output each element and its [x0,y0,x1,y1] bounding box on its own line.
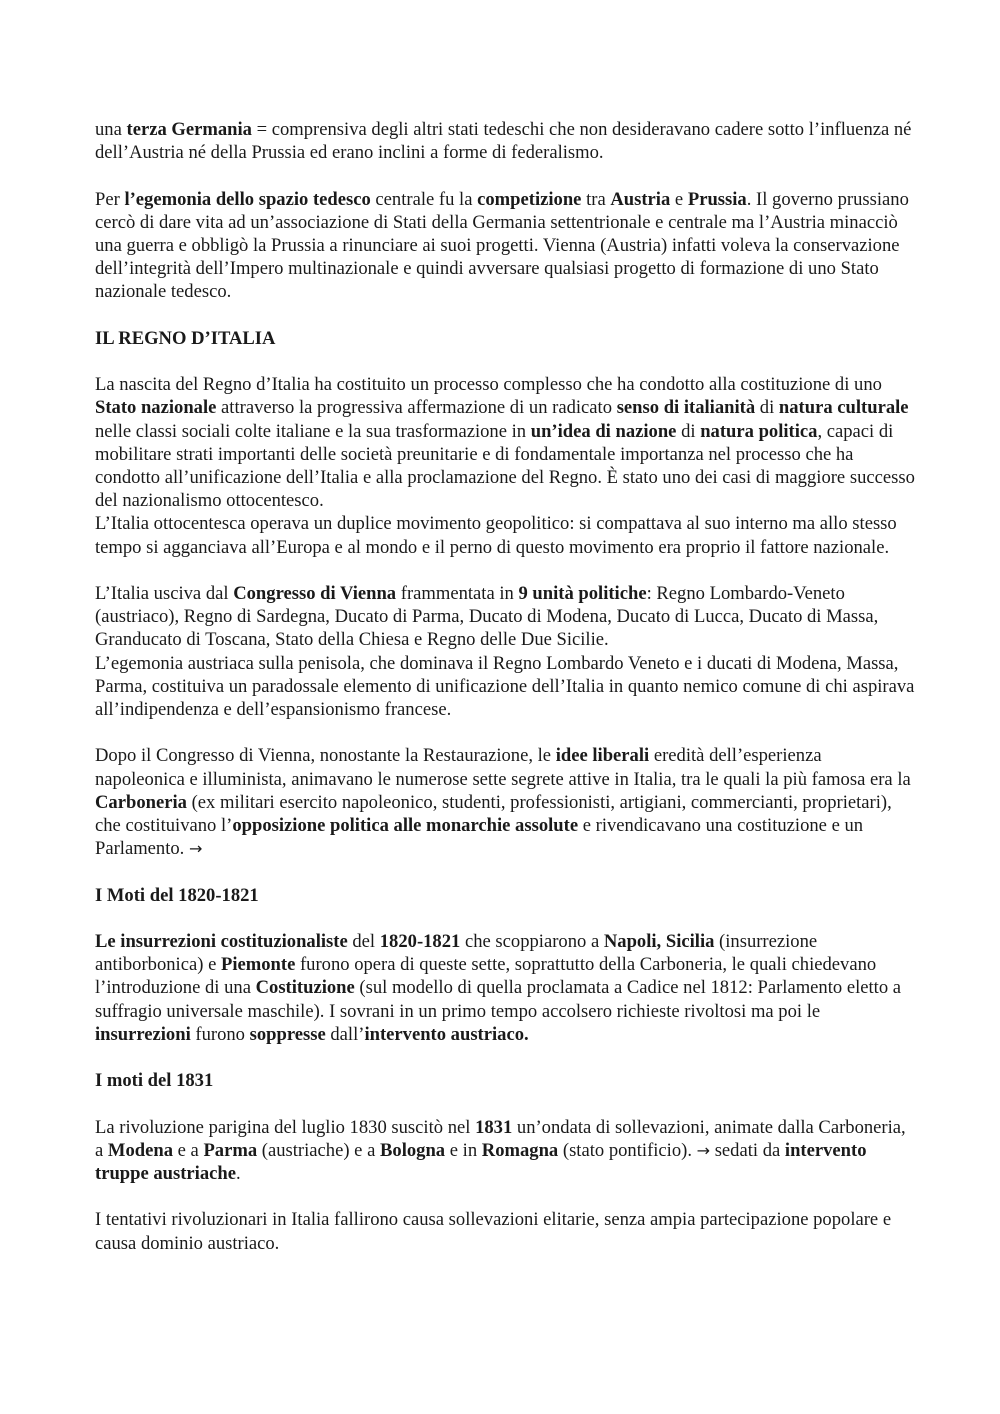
text: Dopo il Congresso di Vienna, nonostante la Restaurazione, le [95,745,556,767]
text: e a [172,1139,204,1161]
bold-term: idee liberali [555,745,650,767]
text: frammentata in [396,583,519,604]
text: L’Italia usciva dal [95,583,234,604]
paragraph-rivoluzione-1831 [95,1116,915,1186]
text: e [670,188,688,210]
arrow-right-icon: → [188,839,203,859]
bold-term: Costituzione [255,977,355,999]
bold-term: terza Germania [126,119,252,140]
text: dall’ [325,1023,365,1045]
paragraph-terza-germania [95,118,915,164]
paragraph-nascita-regno [95,373,915,512]
text: (insurrezione antiborbonica) e [95,931,818,976]
bold-term: Stato nazionale [95,397,217,419]
text: (austriache) e a [257,1139,380,1161]
text: centrale fu la [370,188,478,210]
text: del [347,931,380,952]
text: : Regno Lombardo-Veneto (austriaco), Regno di Sardegna, Ducato di Parma, Ducato di Modena, Ducato di Lucca, Ducato di Massa, Granducato di Toscana, Stato della Chiesa e Regno delle Due Sicilie. [95,583,879,651]
text: tra [581,188,611,210]
text: (sul modello di quella proclamata a Cadice nel 1812: Parlamento eletto a suffragio universale maschile). I sovrani in un primo tempo accolsero richieste rivoltosi ma poi le [95,977,902,1022]
section-heading-moti-1820: I Moti del 1820-1821 [95,884,259,906]
bold-term: senso di italianità [616,397,756,419]
text: Per [95,188,125,210]
paragraph-movimento-geopolitico: L’Italia ottocentesca operava un duplice movimento geopolitico: si compattava al suo interno ma allo stesso tempo si agganciava all’Europa e al mondo e il perno di questo movimento era proprio il fattore nazionale. [95,513,897,558]
text: La nascita del Regno d’Italia ha costituito un processo complesso che ha condotto alla costituzione di uno [95,374,882,396]
bold-term: Napoli, Sicilia [603,931,715,952]
text: attraverso la progressiva affermazione di un radicato [216,397,617,419]
text: , capaci di mobilitare strati importanti delle società preunitarie e di fondamentale importanza nel processo che ha condotto all’unificazione dell’Italia e alla proclamazione del Regno. È stato uno dei casi di maggiore successo del nazionalismo ottocentesco. [95,420,915,512]
bold-term: intervento truppe austriache [95,1139,867,1184]
bold-term: natura culturale [778,397,909,419]
text: e in [445,1139,482,1161]
bold-term: Prussia [687,188,747,210]
paragraph-insurrezioni-1820 [95,930,915,1046]
text: La rivoluzione parigina del luglio 1830 suscitò nel [95,1116,476,1138]
bold-term: natura politica [700,420,818,442]
bold-term: Piemonte [220,954,296,976]
text: sedati da [710,1139,785,1161]
paragraph-tentativi-falliti: I tentativi rivoluzionari in Italia fallirono causa sollevazioni elitarie, senza ampia partecipazione popolare e causa dominio austriaco. [95,1209,892,1254]
bold-term: Congresso di Vienna [233,583,397,604]
text: un’ondata di sollevazioni, animate dalla Carboneria, a [95,1116,906,1161]
bold-term: Modena [107,1139,173,1161]
text: che scoppiarono a [460,931,604,952]
bold-term: Romagna [481,1139,559,1161]
text: furono [190,1023,250,1045]
bold-term: competizione [477,188,582,210]
text: (stato pontificio). [558,1139,697,1161]
bold-term: Le insurrezioni costituzionaliste [95,931,348,952]
bold-term: 1831 [475,1116,513,1138]
text: (ex militari esercito napoleonico, studenti, professionisti, artigiani, commercianti, proprietari), che costituivano l’ [95,791,892,837]
bold-term: insurrezioni [95,1023,191,1045]
section-heading-moti-1831: I moti del 1831 [95,1070,214,1092]
text: nelle classi sociali colte italiane e la sua trasformazione in [95,420,531,442]
text: di [676,420,701,442]
section-heading-regno-italia: IL REGNO D’ITALIA [95,327,276,349]
paragraph-egemonia-austriaca: L’egemonia austriaca sulla penisola, che dominava il Regno Lombardo Veneto e i ducati di Modena, Massa, Parma, costituiva un paradossale elemento di unificazione dell’Italia in quanto nemico comune di chi aspirava all’indipendenza e dell’espansionismo francese. [95,652,915,721]
text: . Il governo prussiano cercò di dare vita ad un’associazione di Stati della Germania settentrionale e centrale ma l’Austria minacciò una guerra e obbligò la Prussia a rinunciare ai suoi progetti. Vienna (Austria) infatti voleva la conservazione dell’integrità dell’Impero multinazionale e quindi avversare qualsiasi progetto di formazione di uno Stato nazionale tedesco. [95,188,909,303]
paragraph-congresso-vienna [95,582,915,652]
text: = comprensiva degli altri stati tedeschi che non desideravano cadere sotto l’influenza né dell’Austria né della Prussia ed erano inclini a forme di federalismo. [95,119,912,164]
arrow-right-icon: → [696,1140,711,1160]
bold-term: 1820-1821 [379,931,461,952]
bold-term: soppresse [249,1023,326,1045]
bold-term: Bologna [380,1139,446,1161]
text: e rivendicavano una costituzione e un Parlamento. [95,815,864,860]
paragraph-egemonia [95,188,915,304]
bold-term: Austria [610,188,671,210]
text: . [236,1163,241,1184]
text: di [755,397,779,419]
document-page [95,118,915,1255]
text: una [95,119,127,140]
bold-term: intervento austriaco. [364,1023,529,1045]
bold-term: un’idea di nazione [530,420,677,442]
paragraph-idee-liberali [95,744,915,860]
bold-term: opposizione politica alle monarchie assolute [232,815,579,837]
bold-term: 9 unità politiche [518,583,647,604]
text: eredità dell’esperienza napoleonica e illuminista, animavano le numerose sette segrete attive in Italia, tra le quali la più famosa era la [95,745,911,790]
bold-term: l’egemonia dello spazio tedesco [124,188,371,210]
bold-term: Carboneria [95,791,187,813]
bold-term: Parma [203,1139,258,1161]
text: furono opera di queste sette, soprattutto della Carboneria, le quali chiedevano l’introduzione di una [95,954,877,999]
